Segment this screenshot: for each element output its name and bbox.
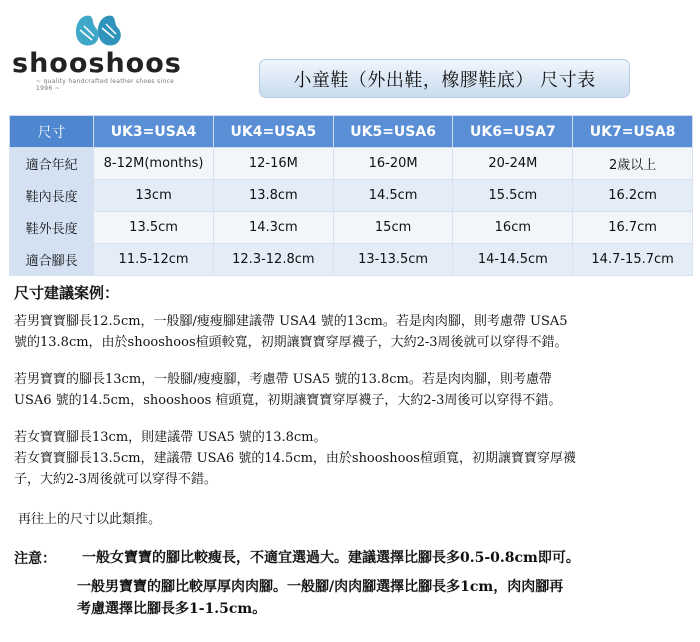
table-cell: 8-12M(months) [94,148,214,180]
table-cell: 2歲以上 [573,148,693,180]
paragraph-line: 若男寶寶的腳長13cm，一般腳/瘦瘦腳，考慮帶 USA5 號的13.8cm。若是肉肉腳，則考慮帶 [14,372,552,387]
example-paragraph-1 [14,311,568,353]
row-label: 鞋外長度 [10,212,94,244]
example-paragraph-2 [14,369,561,411]
note-line: 一般男寶寶的腳比較厚厚肉肉腳。一般腳/肉肉腳選擇比腳長多1cm，肉肉腳再 [77,579,564,595]
table-cell: 16.7cm [573,212,693,244]
table-cell: 13-13.5cm [333,244,453,276]
paragraph-line: 若男寶寶腳長12.5cm，一般腳/瘦瘦腳建議帶 USA4 號的13cm。若是肉肉腳，則考慮帶 USA5 [14,314,568,329]
examples-heading: 尺寸建議案例： [14,284,120,302]
table-cell: 12.3-12.8cm [213,244,333,276]
table-row [10,180,693,212]
table-row [10,244,693,276]
note-line: 一般女寶寶的腳比較瘦長，不適宜選過大。建議選擇比腳長多0.5-0.8cm即可。 [82,550,580,566]
table-cell: 13.8cm [213,180,333,212]
brand-tagline: ~ quality handcrafted leather shoes since 1996 ~ [36,78,175,92]
row-label: 適合年紀 [10,148,94,180]
paragraph-line: 子，大約2-3周後就可以穿得不錯。 [14,472,217,487]
column-header: UK5=USA6 [333,116,453,148]
table-header-row [10,116,693,148]
note-label: 注意： [14,551,56,567]
table-row [10,148,693,180]
paragraph-line: USA6 號的14.5cm，shooshoos 楦頭寬，初期讓寶寶穿厚襪子，大約2-3周後可以穿得不錯。 [14,393,562,408]
column-header: UK6=USA7 [453,116,573,148]
table-cell: 12-16M [213,148,333,180]
table-cell: 13.5cm [94,212,214,244]
shoes-logo-icon [70,10,124,50]
paragraph-line: 若女寶寶腳長13.5cm，建議帶 USA6 號的14.5cm，由於shooshoos楦頭寬，初期讓寶寶穿厚襪 [14,451,576,466]
paragraph-line: 若女寶寶腳長13cm，則建議帶 USA5 號的13.8cm。 [14,430,327,445]
table-cell: 15cm [333,212,453,244]
table-cell: 13cm [94,180,214,212]
row-label: 適合腳長 [10,244,94,276]
column-header: UK3=USA4 [94,116,214,148]
table-cell: 14-14.5cm [453,244,573,276]
page-title: 小童鞋（外出鞋，橡膠鞋底） 尺寸表 [259,59,630,98]
brand-name: shooshoos [12,48,182,79]
note-line: 考慮選擇比腳長多1-1.5cm。 [77,601,267,617]
size-table [9,115,693,276]
example-paragraph-3 [14,427,576,490]
table-cell: 15.5cm [453,180,573,212]
table-row [10,212,693,244]
table-cell: 16cm [453,212,573,244]
row-label: 鞋內長度 [10,180,94,212]
table-cell: 11.5-12cm [94,244,214,276]
table-cell: 16.2cm [573,180,693,212]
paragraph-line: 號的13.8cm，由於shooshoos楦頭較寬，初期讓寶寶穿厚襪子，大約2-3周後就可以穿得不錯。 [14,335,568,350]
table-cell: 16-20M [333,148,453,180]
table-cell: 14.5cm [333,180,453,212]
column-header: 尺寸 [10,116,94,148]
brand-logo [8,10,186,92]
table-cell: 14.3cm [213,212,333,244]
table-cell: 14.7-15.7cm [573,244,693,276]
column-header: UK7=USA8 [573,116,693,148]
column-header: UK4=USA5 [213,116,333,148]
example-paragraph-4: 再往上的尺寸以此類推。 [18,512,162,527]
table-cell: 20-24M [453,148,573,180]
